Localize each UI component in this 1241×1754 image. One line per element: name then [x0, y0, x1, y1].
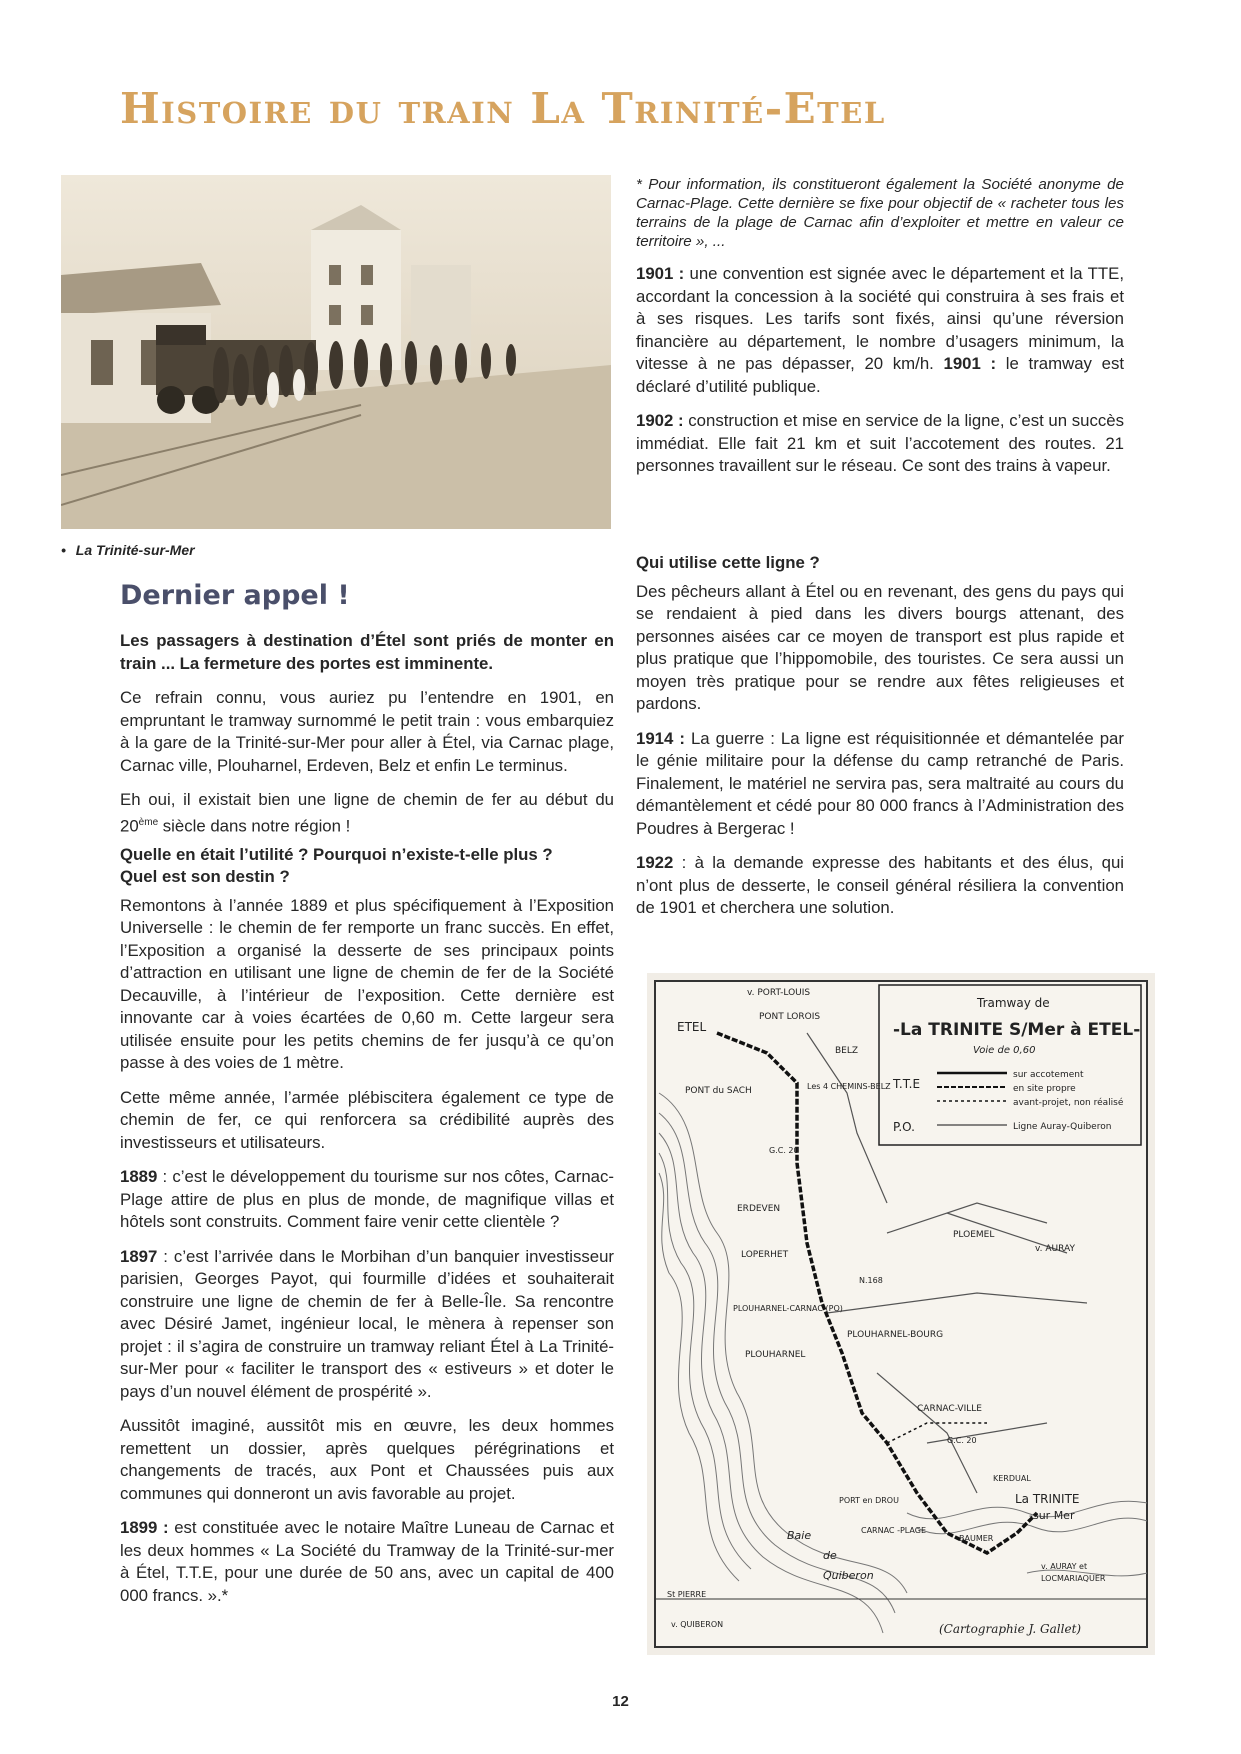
legend-tte: T.T.E — [893, 1077, 921, 1091]
map-label: BELZ — [835, 1046, 859, 1056]
paragraph-text: : c’est l’arrivée dans le Morbihan d’un banquier investisseur parisien, Georges Payot, qui fourmille d’idées et souhaiterait construire une ligne de chemin de fer à Belle-Île. Sa rencontre avec Désiré Jamet, ingénieur local, le mènera à repenser son projet : il s’agira de construire un tramway reliant Étel à La Trinité-sur-Mer pour « faciliter le transport des « estiveurs » et doter le pays d’un nouvel élément de prospérité ». — [120, 1246, 614, 1401]
legend-po: P.O. — [893, 1120, 915, 1134]
page-title: Histoire du train La Trinité-Etel — [120, 84, 886, 133]
users-heading: Qui utilise cette ligne ? — [636, 553, 820, 572]
right-column-middle — [636, 552, 1124, 932]
map-label: ERDEVEN — [737, 1204, 781, 1214]
map-label: v. AURAY — [1035, 1244, 1075, 1254]
paragraph-1902 — [636, 410, 1124, 478]
paragraph-text: : c’est le développement du tourisme sur nos côtes, Carnac-Plage attire de plus en plus de monde, de magnifique villas et hôtels sont construits. Comment faire venir cette clientèle ? — [120, 1167, 614, 1232]
legend-item: avant-projet, non réalisé — [1013, 1098, 1124, 1108]
map-label: G.C. 20 — [947, 1436, 977, 1445]
question-line: Quel est son destin ? — [120, 867, 290, 887]
paragraph-1922 — [636, 852, 1124, 920]
map-label: St PIERRE — [667, 1590, 707, 1599]
paragraph-text: : à la demande expresse des habitants et des élus, qui n’ont plus de desserte, le conseil général résiliera la convention de 1901 et cherchera une solution. — [636, 853, 1124, 917]
map-label: LOCMARIAQUER — [1041, 1574, 1106, 1583]
map-label: PLOUHARNEL-CARNAC (PO) — [733, 1304, 843, 1313]
footnote: * Pour information, ils constitueront également la Société anonyme de Carnac-Plage. Cette dernière se fixe pour objectif de « racheter tous les terrains de la plage de Carnac afin d’exploiter et mettre en valeur ce territoire », ... — [636, 176, 1124, 250]
historic-photo — [61, 175, 611, 529]
year-label: 1914 : — [636, 728, 685, 748]
page-number: 12 — [612, 1693, 629, 1710]
intro-paragraph: Les passagers à destination d’Étel sont priés de monter en train ... La fermeture des portes est imminente. — [120, 631, 614, 673]
superscript: ème — [138, 816, 159, 828]
left-column — [120, 630, 614, 1619]
map-label: -sur Mer — [1029, 1509, 1075, 1522]
map-label: G.C. 20 — [769, 1146, 799, 1155]
paragraph-1889 — [120, 1166, 614, 1234]
paragraph-text: Eh oui, il existait bien une ligne de chemin de fer au début du 20 — [120, 790, 614, 836]
map-credit: (Cartographie J. Gallet) — [939, 1622, 1082, 1636]
map-label: PONT LOROIS — [759, 1012, 821, 1022]
map-drawing — [647, 973, 1155, 1655]
year-label: 1897 — [120, 1246, 158, 1266]
section-heading: Dernier appel ! — [120, 580, 350, 611]
year-label: 1901 : — [943, 354, 997, 373]
legend-title: Tramway de — [977, 996, 1050, 1010]
map-label: KERDUAL — [993, 1474, 1031, 1483]
map-label: BAUMER — [959, 1534, 994, 1543]
paragraph-text: le tramway est déclaré d’utilité publique. — [636, 354, 1124, 396]
map-label: v. AURAY et — [1041, 1562, 1088, 1571]
station-photo-illustration — [61, 175, 611, 529]
map-label: CARNAC-VILLE — [917, 1404, 982, 1414]
year-label: 1902 : — [636, 411, 684, 430]
paragraph-1897 — [120, 1246, 614, 1404]
paragraph: Cette même année, l’armée plébiscitera également ce type de chemin de fer, ce qui renforcera sa crédibilité auprès des investisseurs et utilisateurs. — [120, 1087, 614, 1152]
map-label: Baie — [787, 1529, 812, 1542]
year-label: 1899 : — [120, 1518, 169, 1538]
map-label: Les 4 CHEMINS-BELZ — [807, 1082, 891, 1091]
map-label: ETEL — [677, 1020, 707, 1034]
legend-item: Ligne Auray-Quiberon — [1013, 1122, 1112, 1132]
caption-text: La Trinité-sur-Mer — [75, 542, 195, 558]
paragraph: Remontons à l’année 1889 et plus spécifiquement à l’Exposition Universelle : le chemin de fer remporte un franc succès. En effet, l’Exposition a organisé la desserte de ses principaux points d’attraction en utilisant une ligne de chemin de fer de la Société Decauville, à l’intérieur de l’exposition. Cette dernière est innovante car à voies écartées de 0,60 m. Cette largeur sera utilisée ensuite pour les petits chemins de fer jusqu’à ce qu’on passe à des voies de 1 mètre. — [120, 895, 614, 1073]
paragraph-20th-century — [120, 789, 614, 838]
legend-item: sur accotement — [1013, 1070, 1084, 1080]
paragraph-1901 — [636, 263, 1124, 398]
caption-bullet: • — [61, 542, 66, 558]
map-label: N.168 — [859, 1276, 883, 1285]
paragraph-text: La guerre : La ligne est réquisitionnée et démantelée par le génie militaire pour la défense du camp retranché de Paris. Finalement, le matériel ne servira pas, sera maltraité au cours du démantèlement et cédé pour 80 000 francs à l’Administration des Poudres à Bergerac ! — [636, 728, 1124, 838]
map-label: PONT du SACH — [685, 1086, 752, 1096]
paragraph-users: Des pêcheurs allant à Étel ou en revenant, des gens du pays qui se rendaient à pied dans les divers bourgs attenant, des personnes aisées car ce moyen de transport est plus rapide et plus pratique que l’hippomobile, des touristes. Ce sera aussi un moyen très pratique pour se rendre aux fêtes religieuses et pardons. — [636, 581, 1124, 713]
paragraph: Aussitôt imaginé, aussitôt mis en œuvre, les deux hommes remettent un dossier, après quelques pérégrinations et changements de tracés, aux Pont et Chaussées puis aux communes qui donneront un avis favorable au projet. — [120, 1416, 614, 1503]
legend-gauge: Voie de 0,60 — [973, 1045, 1036, 1056]
question-heading — [120, 844, 614, 889]
paragraph-text: siècle dans notre région ! — [158, 816, 351, 836]
map-label: v. PORT-LOUIS — [747, 988, 811, 998]
paragraph-1899 — [120, 1517, 614, 1607]
map-label: CARNAC -PLAGE — [861, 1526, 926, 1535]
paragraph-1914 — [636, 728, 1124, 841]
paragraph-text: est constituée avec le notaire Maître Luneau de Carnac et les deux hommes « La Société du Tramway de la Trinité-sur-mer à Étel, T.T.E, pour une durée de 50 ans, avec un capital de 400 000 francs. ».* — [120, 1518, 614, 1605]
paragraph-text: une convention est signée avec le département et la TTE, accordant la concession à la société qui construira à ses frais et à ses risques. Les tarifs sont fixés, ainsi qu’une réversion financière au département, le nombre d’usagers minimum, la vitesse à ne pas dépasser, 20 km/h. — [636, 264, 1124, 373]
year-label: 1889 — [120, 1167, 158, 1187]
map-label: de — [823, 1549, 837, 1562]
map-label: v. QUIBERON — [671, 1620, 724, 1629]
tramway-map — [647, 973, 1155, 1655]
map-label: PLOEMEL — [953, 1230, 995, 1240]
map-label: LOPERHET — [741, 1250, 789, 1260]
paragraph: Ce refrain connu, vous auriez pu l’entendre en 1901, en empruntant le tramway surnommé le petit train : vous embarquiez à la gare de la Trinité-sur-Mer pour aller à Étel, via Carnac plage, Carnac ville, Plouharnel, Erdeven, Belz et enfin Le terminus. — [120, 688, 614, 775]
right-column-top — [636, 175, 1124, 490]
legend-item: en site propre — [1013, 1084, 1076, 1094]
map-label: PLOUHARNEL-BOURG — [847, 1330, 944, 1340]
paragraph-text: construction et mise en service de la ligne, c’est un succès immédiat. Elle fait 21 km et suit l’accotement des routes. 21 personnes travaillent sur le réseau. Ce sont des trains à vapeur. — [636, 411, 1124, 475]
map-label: Quiberon — [823, 1569, 874, 1582]
map-label: PLOUHARNEL — [745, 1350, 806, 1360]
map-label: PORT en DROU — [839, 1496, 899, 1505]
photo-caption — [61, 542, 195, 558]
map-label: La TRINITE — [1015, 1492, 1080, 1506]
question-line: Quelle en était l’utilité ? Pourquoi n’existe-t-elle plus ? — [120, 844, 553, 864]
year-label: 1901 : — [636, 264, 685, 283]
legend-main-title: -La TRINITE S/Mer à ETEL- — [893, 1020, 1141, 1040]
year-label: 1922 — [636, 853, 674, 872]
